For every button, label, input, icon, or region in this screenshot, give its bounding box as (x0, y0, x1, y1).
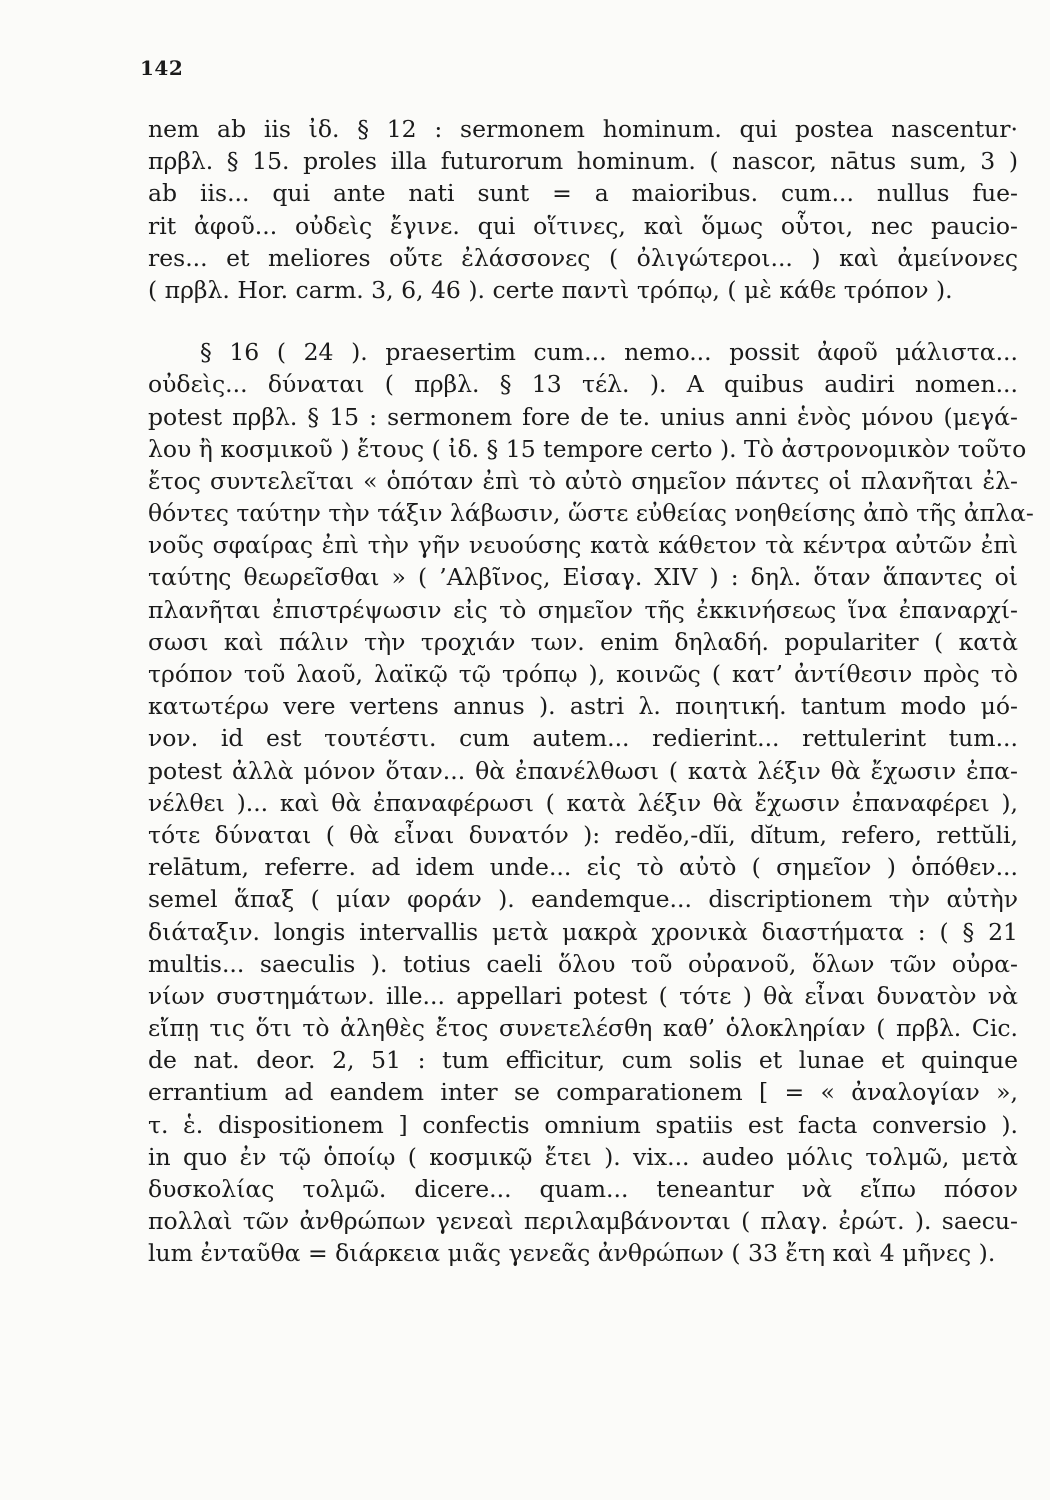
text-line: νον. id est τουτέστι. cum autem... redierint... rettulerint tum... (148, 724, 1018, 753)
text-line: semel ἅπαξ ( μίαν φοράν ). eandemque... discriptionem τὴν αὐτὴν (148, 885, 1018, 914)
text-line: νέλθει )... καὶ θὰ ἐπαναφέρωσι ( κατὰ λέξιν θὰ ἔχωσιν ἐπαναφέρει ), (148, 788, 1018, 817)
text-line: νοῦς σφαίρας ἐπὶ τὴν γῆν νευούσης κατὰ κάθετον τὰ κέντρα αὐτῶν ἐπὶ (148, 531, 1018, 560)
text-line: in quo ἐν τῷ ὁποίῳ ( κοσμικῷ ἔτει ). vix... audeo μόλις τολμῶ, μετὰ (148, 1142, 1018, 1171)
text-line: ταύτης θεωρεῖσθαι » ( ’Αλβῖνος, Εἰσαγ. XIV ) : δηλ. ὅταν ἅπαντες οἱ (148, 563, 1018, 592)
text-line: πλανῆται ἐπιστρέψωσιν εἰς τὸ σημεῖον τῆς ἐκκινήσεως ἵνα ἐπαναρχί- (148, 595, 1018, 624)
text-line: lum ἐνταῦθα = διάρκεια μιᾶς γενεᾶς ἀνθρώπων ( 33 ἔτη καὶ 4 μῆνες ). (148, 1239, 996, 1268)
text-line: nem ab iis ἰδ. § 12 : sermonem hominum. qui postea nascentur· (148, 115, 1018, 143)
text-line: potest ἀλλὰ μόνον ὅταν... θὰ ἐπανέλθωσι ( κατὰ λέξιν θὰ ἔχωσιν ἐπα- (148, 756, 1018, 785)
text-line: πρβλ. § 15. proles illa futurorum hominum. ( nascor, nātus sum, 3 ) (148, 147, 1018, 176)
text-line: εἴπῃ τις ὅτι τὸ ἀληθὲς ἔτος συνετελέσθη καθ’ ὁλοκληρίαν ( πρβλ. Cic. (148, 1014, 1018, 1043)
page-number: 142 (140, 56, 184, 80)
text-line: τ. ἑ. dispositionem ] confectis omnium spatiis est facta conversio ). (148, 1110, 1018, 1139)
page-body (148, 113, 1034, 1270)
text-line: ( πρβλ. Hor. carm. 3, 6, 46 ). certe παντὶ τρόπῳ, ( μὲ κάθε τρόπον ). (148, 275, 953, 304)
text-line: πολλαὶ τῶν ἀνθρώπων γενεαὶ περιλαμβάνονται ( πλαγ. ἐρώτ. ). saecu- (148, 1207, 1018, 1236)
text-line: τότε δύναται ( θὰ εἶναι δυνατόν ): redĕo,-dĭi, dĭtum, refero, rettŭli, (148, 820, 1018, 849)
text-line: σωσι καὶ πάλιν τὴν τροχιάν των. enim δηλαδή. populariter ( κατὰ (148, 627, 1018, 656)
text-line: νίων συστημάτων. ille... appellari potest ( τότε ) θὰ εἶναι δυνατὸν νὰ (148, 981, 1018, 1010)
text-line: § 16 ( 24 ). praesertim cum... nemo... possit ἀφοῦ μάλιστα... (200, 338, 1018, 367)
text-line: ab iis... qui ante nati sunt = a maioribus. cum... nullus fue- (148, 179, 1018, 208)
paragraph-1 (148, 113, 1018, 306)
text-line: relātum, referre. ad idem unde... εἰς τὸ αὐτὸ ( σημεῖον ) ὁπόθεν... (148, 853, 1018, 882)
text-line: τρόπον τοῦ λαοῦ, λαϊκῷ τῷ τρόπῳ ), κοινῶς ( κατ’ ἀντίθεσιν πρὸς τὸ (148, 660, 1018, 688)
text-line: κατωτέρω vere vertens annus ). astri λ. ποιητική. tantum modo μό- (148, 692, 1018, 721)
text-line: λου ἢ κοσμικοῦ ) ἔτους ( ἰδ. § 15 tempore certo ). Τὸ ἀστρονομικὸν τοῦτο (148, 434, 1027, 463)
text-line: rit ἀφοῦ... οὐδεὶς ἔγινε. qui οἵτινες, καὶ ὅμως οὗτοι, nec paucio- (148, 211, 1018, 240)
text-line: θόντες ταύτην τὴν τάξιν λάβωσιν, ὥστε εὐθείας νοηθείσης ἀπὸ τῆς ἀπλα- (148, 499, 1034, 528)
text-line: potest πρβλ. § 15 : sermonem fore de te. unius anni ἑνὸς μόνου (μεγά- (148, 402, 1018, 431)
text-line: res... et meliores οὔτε ἐλάσσονες ( ὀλιγώτεροι... ) καὶ ἀμείνονες (148, 243, 1018, 272)
text-line: οὐδεὶς... δύναται ( πρβλ. § 13 τέλ. ). A quibus audiri nomen... (148, 370, 1018, 399)
paragraph-2 (148, 336, 1034, 1269)
text-line: de nat. deor. 2, 51 : tum efficitur, cum solis et lunae et quinque (148, 1046, 1018, 1075)
text-line: διάταξιν. longis intervallis μετὰ μακρὰ χρονικὰ διαστήματα : ( § 21 (148, 917, 1018, 946)
text-line: δυσκολίας τολμῶ. dicere... quam... teneantur νὰ εἴπω πόσον (148, 1175, 1018, 1203)
text-line: multis... saeculis ). totius caeli ὅλου τοῦ οὐρανοῦ, ὅλων τῶν οὐρα- (148, 949, 1018, 978)
text-line: errantium ad eandem inter se comparationem [ = « ἀναλογίαν », (148, 1078, 1018, 1107)
text-line: ἔτος συντελεῖται « ὁπόταν ἐπὶ τὸ αὐτὸ σημεῖον πάντες οἱ πλανῆται ἐλ- (148, 466, 1018, 495)
